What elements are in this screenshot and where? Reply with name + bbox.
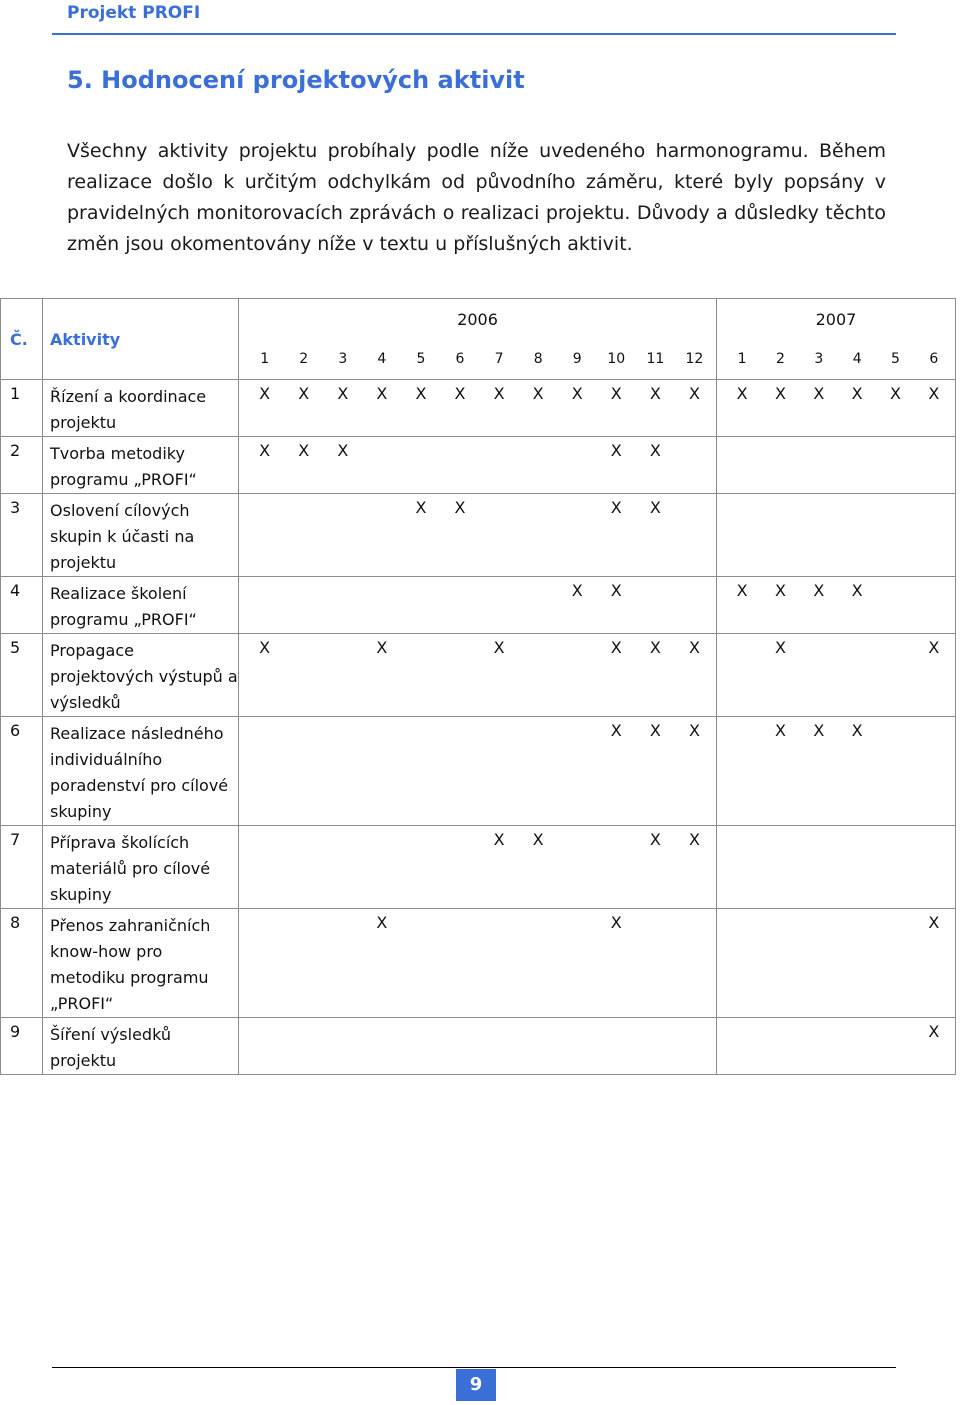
month-mark: X <box>610 913 622 932</box>
month-mark <box>245 494 284 517</box>
month-mark: X <box>928 638 940 657</box>
month-mark <box>401 909 440 932</box>
month-mark <box>284 826 323 849</box>
month-mark: X <box>813 384 825 403</box>
month-mark <box>284 717 323 740</box>
month-mark <box>800 909 838 932</box>
month-mark <box>323 826 362 849</box>
month-mark <box>761 494 799 498</box>
month-mark <box>323 577 362 600</box>
month-mark <box>284 577 323 600</box>
month-mark: X <box>571 581 583 600</box>
month-mark <box>838 1018 876 1041</box>
month-mark <box>440 909 479 932</box>
month-mark <box>915 717 953 740</box>
month-header: 5 <box>891 351 900 367</box>
month-mark <box>362 826 401 849</box>
month-mark <box>675 494 714 517</box>
row-marks-2006 <box>239 494 717 577</box>
month-mark: X <box>415 498 427 517</box>
month-mark: X <box>298 384 310 403</box>
month-mark <box>761 437 799 441</box>
month-header: 4 <box>852 351 862 367</box>
month-mark <box>915 494 953 498</box>
month-mark <box>838 494 876 498</box>
row-activity: Tvorba metodiky programu „PROFI“ <box>43 437 239 494</box>
month-mark: X <box>774 638 786 657</box>
row-marks-2006 <box>239 634 717 717</box>
month-mark <box>636 1018 675 1022</box>
month-mark: X <box>259 638 271 657</box>
month-mark <box>519 577 558 600</box>
month-mark: X <box>337 384 349 403</box>
page-number-badge: 9 <box>456 1369 496 1401</box>
month-mark: X <box>298 441 310 460</box>
month-mark <box>915 577 953 600</box>
month-mark <box>597 1018 636 1022</box>
row-marks-2006 <box>239 380 717 437</box>
month-mark <box>245 909 284 932</box>
month-mark <box>761 826 799 830</box>
row-number: 4 <box>1 577 43 634</box>
month-mark <box>401 1018 440 1022</box>
month-mark <box>480 1018 519 1022</box>
row-number: 1 <box>1 380 43 437</box>
month-mark: X <box>890 384 901 403</box>
month-mark: X <box>928 913 940 932</box>
month-mark <box>284 634 323 657</box>
month-mark <box>915 826 953 830</box>
month-mark: X <box>851 721 863 740</box>
month-mark: X <box>610 721 622 740</box>
month-mark <box>362 494 401 517</box>
document-header-title: Projekt PROFI <box>67 3 201 23</box>
month-mark <box>761 909 799 932</box>
month-mark: X <box>851 581 863 600</box>
schedule-header-row <box>1 299 956 340</box>
row-number: 2 <box>1 437 43 494</box>
month-mark: X <box>610 441 622 460</box>
month-mark <box>362 1018 401 1022</box>
month-mark <box>401 717 440 740</box>
month-mark: X <box>454 384 466 403</box>
month-header: 3 <box>814 351 824 367</box>
month-mark: X <box>337 441 349 460</box>
month-mark <box>362 717 401 740</box>
month-mark <box>876 494 914 498</box>
month-header: 11 <box>646 351 665 367</box>
month-headers-2006 <box>239 339 717 380</box>
month-mark <box>362 437 401 460</box>
month-mark <box>440 1018 479 1022</box>
month-mark: X <box>928 1022 940 1041</box>
month-mark: X <box>532 830 544 849</box>
month-mark: X <box>610 638 622 657</box>
month-mark <box>245 1018 284 1022</box>
month-mark <box>636 577 675 600</box>
month-mark <box>876 909 914 932</box>
month-mark: X <box>259 384 271 403</box>
month-mark <box>558 909 597 932</box>
row-marks-2007 <box>716 634 955 717</box>
row-marks-2006 <box>239 826 717 909</box>
month-mark: X <box>688 721 700 740</box>
month-mark: X <box>736 581 748 600</box>
header-rule <box>52 33 896 35</box>
month-mark <box>480 437 519 460</box>
table-row <box>1 717 956 826</box>
month-mark: X <box>610 498 622 517</box>
row-activity: Realizace následného individuálního poradenství pro cílové skupiny <box>43 717 239 826</box>
month-header: 12 <box>685 351 704 367</box>
month-mark <box>519 634 558 657</box>
month-mark <box>876 1018 914 1041</box>
month-header: 10 <box>607 351 626 367</box>
month-mark <box>401 634 440 657</box>
month-mark <box>558 437 597 460</box>
month-mark <box>284 909 323 932</box>
month-mark: X <box>649 441 661 460</box>
row-activity: Šíření výsledků projektu <box>43 1018 239 1075</box>
month-mark <box>597 826 636 849</box>
row-marks-2007 <box>716 494 955 577</box>
month-headers-2007 <box>716 339 955 380</box>
month-mark <box>876 577 914 600</box>
row-number: 6 <box>1 717 43 826</box>
month-mark <box>480 717 519 740</box>
month-mark <box>800 634 838 657</box>
month-mark <box>519 1018 558 1022</box>
month-mark <box>838 909 876 932</box>
month-mark <box>558 1018 597 1022</box>
month-mark <box>440 826 479 849</box>
row-marks-2006 <box>239 717 717 826</box>
month-header: 1 <box>260 351 270 367</box>
month-mark <box>440 634 479 657</box>
month-mark <box>761 1018 799 1041</box>
row-number: 8 <box>1 909 43 1018</box>
month-mark: X <box>454 498 466 517</box>
month-mark <box>558 826 597 849</box>
month-mark <box>800 826 838 830</box>
month-mark <box>519 494 558 517</box>
table-row <box>1 577 956 634</box>
month-mark <box>401 577 440 600</box>
month-mark <box>480 909 519 932</box>
footer-rule <box>52 1367 896 1368</box>
table-row <box>1 437 956 494</box>
row-marks-2006 <box>239 1018 717 1075</box>
month-header: 6 <box>455 351 465 367</box>
table-row <box>1 1018 956 1075</box>
month-mark <box>723 717 761 740</box>
row-activity: Příprava školících materiálů pro cílové skupiny <box>43 826 239 909</box>
schedule-table <box>0 298 956 1075</box>
month-mark <box>723 909 761 932</box>
month-mark: X <box>774 721 786 740</box>
row-marks-2006 <box>239 909 717 1018</box>
row-marks-2007 <box>716 437 955 494</box>
month-mark <box>800 1018 838 1041</box>
month-mark <box>675 577 714 600</box>
month-mark: X <box>493 638 505 657</box>
row-marks-2007 <box>716 1018 955 1075</box>
month-header: 3 <box>338 351 348 367</box>
month-mark: X <box>649 498 661 517</box>
row-number: 3 <box>1 494 43 577</box>
month-mark <box>519 909 558 932</box>
table-row <box>1 826 956 909</box>
month-mark <box>519 437 558 460</box>
month-header: 8 <box>533 351 543 367</box>
table-row <box>1 380 956 437</box>
month-header: 4 <box>377 351 387 367</box>
month-mark <box>440 437 479 460</box>
header-number: Č. <box>1 299 43 380</box>
month-mark <box>876 634 914 657</box>
month-header: 2 <box>299 351 309 367</box>
month-mark <box>876 717 914 740</box>
row-marks-2007 <box>716 826 955 909</box>
month-mark <box>323 634 362 657</box>
row-marks-2007 <box>716 717 955 826</box>
table-row <box>1 909 956 1018</box>
month-mark <box>323 717 362 740</box>
row-number: 9 <box>1 1018 43 1075</box>
row-number: 5 <box>1 634 43 717</box>
month-mark: X <box>688 384 700 403</box>
row-activity: Řízení a koordinace projektu <box>43 380 239 437</box>
month-mark: X <box>532 384 544 403</box>
month-mark: X <box>415 384 427 403</box>
month-header: 9 <box>572 351 582 367</box>
month-mark <box>800 437 838 441</box>
month-header: 1 <box>737 351 747 367</box>
month-mark: X <box>259 441 271 460</box>
month-mark: X <box>688 638 700 657</box>
row-marks-2006 <box>239 437 717 494</box>
month-mark <box>838 634 876 657</box>
month-header: 2 <box>776 351 785 367</box>
month-mark: X <box>649 638 661 657</box>
row-activity: Přenos zahraničních know-how pro metodiku programu „PROFI“ <box>43 909 239 1018</box>
month-mark <box>245 717 284 740</box>
month-mark: X <box>649 721 661 740</box>
month-mark <box>723 494 761 498</box>
month-mark <box>558 717 597 740</box>
intro-paragraph: Všechny aktivity projektu probíhaly podle níže uvedeného harmonogramu. Během realizace došlo k určitým odchylkám od původního záměru, které byly popsány v pravidelných monitorovacích zprávách o realizaci projektu. Důvody a důsledky těchto změn jsou okomentovány níže v textu u příslušných aktivit. <box>67 140 886 255</box>
row-activity: Oslovení cílových skupin k účasti na projektu <box>43 494 239 577</box>
month-mark <box>558 634 597 657</box>
month-mark <box>480 494 519 517</box>
month-mark: X <box>376 913 388 932</box>
month-mark <box>558 494 597 517</box>
month-mark: X <box>649 384 661 403</box>
month-mark <box>636 909 675 932</box>
month-mark: X <box>813 721 825 740</box>
section-title: 5. Hodnocení projektových aktivit <box>67 66 525 94</box>
row-number: 7 <box>1 826 43 909</box>
month-mark <box>284 1018 323 1022</box>
month-mark: X <box>688 830 700 849</box>
month-mark <box>800 494 838 498</box>
row-activity: Propagace projektových výstupů a výsledků <box>43 634 239 717</box>
month-mark <box>440 717 479 740</box>
table-row <box>1 494 956 577</box>
month-mark <box>675 1018 714 1022</box>
month-mark <box>245 577 284 600</box>
month-mark: X <box>851 384 863 403</box>
month-mark: X <box>813 581 825 600</box>
row-activity: Realizace školení programu „PROFI“ <box>43 577 239 634</box>
month-header: 7 <box>494 351 504 367</box>
month-mark <box>876 437 914 441</box>
month-mark: X <box>376 638 388 657</box>
month-mark: X <box>774 384 786 403</box>
header-year: 2007 <box>716 299 955 340</box>
month-mark: X <box>493 830 505 849</box>
month-mark <box>675 437 714 460</box>
month-mark: X <box>493 384 505 403</box>
row-marks-2007 <box>716 577 955 634</box>
month-mark <box>519 717 558 740</box>
month-mark <box>876 826 914 830</box>
month-mark <box>401 826 440 849</box>
month-mark <box>480 577 519 600</box>
table-row <box>1 634 956 717</box>
month-mark <box>723 1018 761 1041</box>
month-mark: X <box>928 384 940 403</box>
month-mark <box>245 826 284 849</box>
month-mark <box>915 437 953 441</box>
header-activity: Aktivity <box>43 299 239 380</box>
month-mark <box>323 1018 362 1022</box>
month-mark <box>723 826 761 830</box>
month-mark <box>675 909 714 932</box>
month-mark: X <box>774 581 786 600</box>
month-mark <box>362 577 401 600</box>
month-mark: X <box>649 830 661 849</box>
month-mark <box>323 494 362 517</box>
month-mark <box>440 577 479 600</box>
month-mark: X <box>610 384 622 403</box>
month-mark: X <box>571 384 583 403</box>
month-mark <box>723 634 761 657</box>
row-marks-2006 <box>239 577 717 634</box>
month-mark: X <box>376 384 388 403</box>
month-mark <box>284 494 323 517</box>
month-mark <box>401 437 440 460</box>
month-mark <box>838 437 876 441</box>
row-marks-2007 <box>716 909 955 1018</box>
month-mark: X <box>736 384 748 403</box>
month-header: 6 <box>929 351 939 367</box>
month-header: 5 <box>416 351 426 367</box>
row-marks-2007 <box>716 380 955 437</box>
month-mark <box>723 437 761 441</box>
month-mark: X <box>610 581 622 600</box>
month-mark <box>323 909 362 932</box>
header-year: 2006 <box>239 299 717 340</box>
month-mark <box>838 826 876 830</box>
